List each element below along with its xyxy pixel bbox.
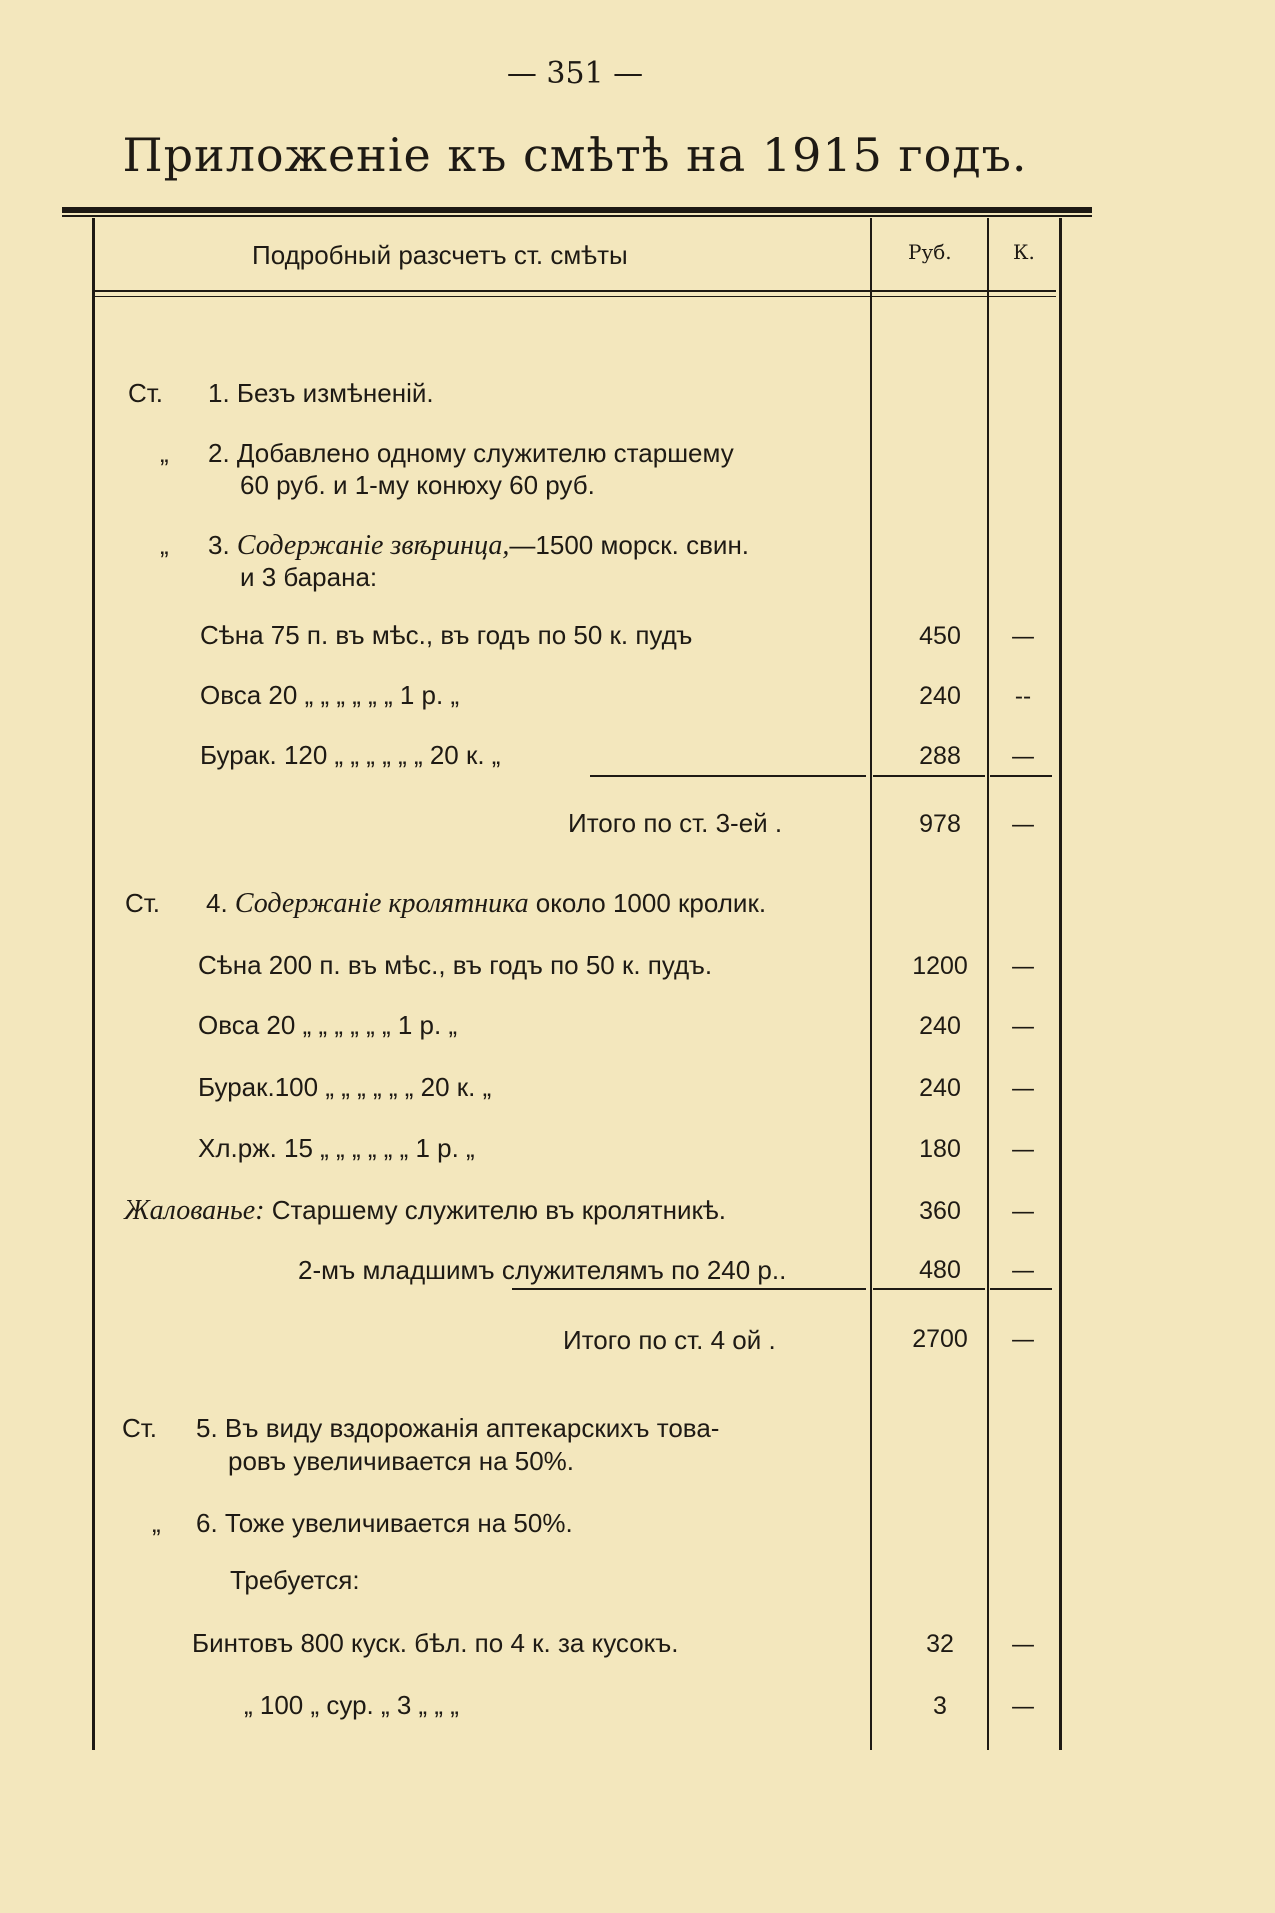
st3-italic: Содержаніе звѣринца, — [236, 530, 510, 561]
s4-junior-rub: 480 — [919, 1256, 961, 1284]
st2-mark: „ — [160, 438, 169, 468]
s4-oats-rub: 240 — [919, 1012, 961, 1040]
s3-oats: Овса 20 „ „ „ „ „ „ 1 р. „ — [200, 680, 460, 710]
st4-heading — [206, 888, 766, 920]
s3-oats-rub: 240 — [919, 682, 961, 710]
s4-beet: Бурак.100 „ „ „ „ „ „ 20 к. „ — [198, 1072, 492, 1102]
st3-mark: „ — [160, 530, 169, 560]
s3-oats-k: -- — [1014, 682, 1032, 710]
s4-salary-italic: Жалованье: — [124, 1195, 265, 1226]
s4-oats-k: — — [1011, 1012, 1035, 1040]
bandage2-rub: 3 — [933, 1692, 947, 1720]
s3-total-rub: 978 — [919, 810, 961, 838]
st4-rest: около 1000 кролик. — [528, 888, 767, 918]
st2-line2: 60 руб. и 1-му конюху 60 руб. — [240, 470, 595, 500]
st3-line2: и 3 барана: — [240, 562, 378, 592]
s3-total: Итого по ст. 3-ей . — [568, 808, 783, 838]
s3-sum-rule-rub — [873, 775, 985, 777]
s4-salary-rub: 360 — [919, 1197, 961, 1225]
s4-bread-rub: 180 — [919, 1135, 961, 1163]
s3-hay: Сѣна 75 п. въ мѣс., въ годъ по 50 к. пудъ — [200, 620, 693, 650]
s4-bread-k: — — [1011, 1135, 1035, 1163]
header-description: Подробный разсчетъ ст. смѣты — [252, 240, 628, 270]
s4-sum-rule-kop — [990, 1288, 1052, 1290]
s4-sum-rule — [512, 1288, 866, 1290]
required-label: Требуется: — [230, 1565, 360, 1595]
st3-heading — [208, 530, 749, 562]
s3-beet-k: — — [1011, 742, 1035, 770]
s4-bread: Хл.рж. 15 „ „ „ „ „ „ 1 р. „ — [198, 1133, 475, 1163]
s4-sum-rule-rub — [873, 1288, 985, 1290]
s4-beet-k: — — [1011, 1074, 1035, 1102]
st5-label: Ст. — [122, 1413, 158, 1443]
s4-salary-rest: Старшему служителю въ кролятникѣ. — [264, 1195, 726, 1225]
header-double-rule — [92, 290, 1056, 297]
title-rule-thin — [62, 215, 1092, 217]
s4-total-k: — — [1011, 1325, 1035, 1353]
kop-column-divider — [987, 218, 989, 1750]
s3-sum-rule — [590, 775, 866, 777]
header-rub: Руб. — [908, 240, 952, 264]
s4-salary-k: — — [1011, 1197, 1035, 1225]
page-number: — 351 — — [506, 56, 644, 91]
st4-italic: Содержаніе кролятника — [234, 888, 529, 919]
s4-junior-k: — — [1011, 1256, 1035, 1284]
bandage2: „ 100 „ сур. „ 3 „ „ „ — [244, 1690, 459, 1720]
s3-beet: Бурак. 120 „ „ „ „ „ „ 20 к. „ — [200, 740, 501, 770]
s3-sum-rule-kop — [990, 775, 1052, 777]
st1-text: 1. Безъ измѣненій. — [208, 378, 434, 408]
s4-hay-rub: 1200 — [912, 952, 968, 980]
s4-hay-k: — — [1011, 952, 1035, 980]
s4-total: Итого по ст. 4 ой . — [563, 1325, 776, 1355]
s4-salary — [124, 1195, 726, 1227]
st5-line1: 5. Въ виду вздорожанія аптекарскихъ това- — [196, 1413, 720, 1443]
st4-label: Ст. — [125, 888, 161, 918]
st6-text: 6. Тоже увеличивается на 50%. — [196, 1508, 573, 1538]
bandage1-rub: 32 — [926, 1630, 954, 1658]
rub-column-divider — [870, 218, 872, 1750]
s3-beet-rub: 288 — [919, 742, 961, 770]
st4-num: 4. — [206, 888, 228, 918]
bandage1: Бинтовъ 800 куск. бѣл. по 4 к. за кусокъ. — [192, 1628, 679, 1658]
bandage1-k: — — [1011, 1630, 1035, 1658]
st6-mark: „ — [152, 1508, 161, 1538]
st3-rest: —1500 морск. свин. — [509, 530, 750, 560]
st3-num: 3. — [208, 530, 230, 560]
s3-hay-rub: 450 — [919, 622, 961, 650]
bandage2-k: — — [1011, 1692, 1035, 1720]
page-title: Приложеніе къ смѣтѣ на 1915 годъ. — [122, 128, 1028, 182]
title-rule-thick — [62, 207, 1092, 213]
header-kop: К. — [1013, 240, 1035, 264]
st5-line2: ровъ увеличивается на 50%. — [228, 1446, 575, 1476]
s3-total-k: — — [1011, 810, 1035, 838]
st1-label: Ст. — [128, 378, 164, 408]
s4-oats: Овса 20 „ „ „ „ „ „ 1 р. „ — [198, 1010, 458, 1040]
s4-junior: 2-мъ младшимъ служителямъ по 240 р.. — [298, 1255, 787, 1285]
st2-line1: 2. Добавлено одному служителю старшему — [208, 438, 734, 468]
s4-beet-rub: 240 — [919, 1074, 961, 1102]
s4-hay: Сѣна 200 п. въ мѣс., въ годъ по 50 к. пудъ. — [198, 950, 713, 980]
s4-total-rub: 2700 — [912, 1325, 968, 1353]
s3-hay-k: — — [1011, 622, 1035, 650]
